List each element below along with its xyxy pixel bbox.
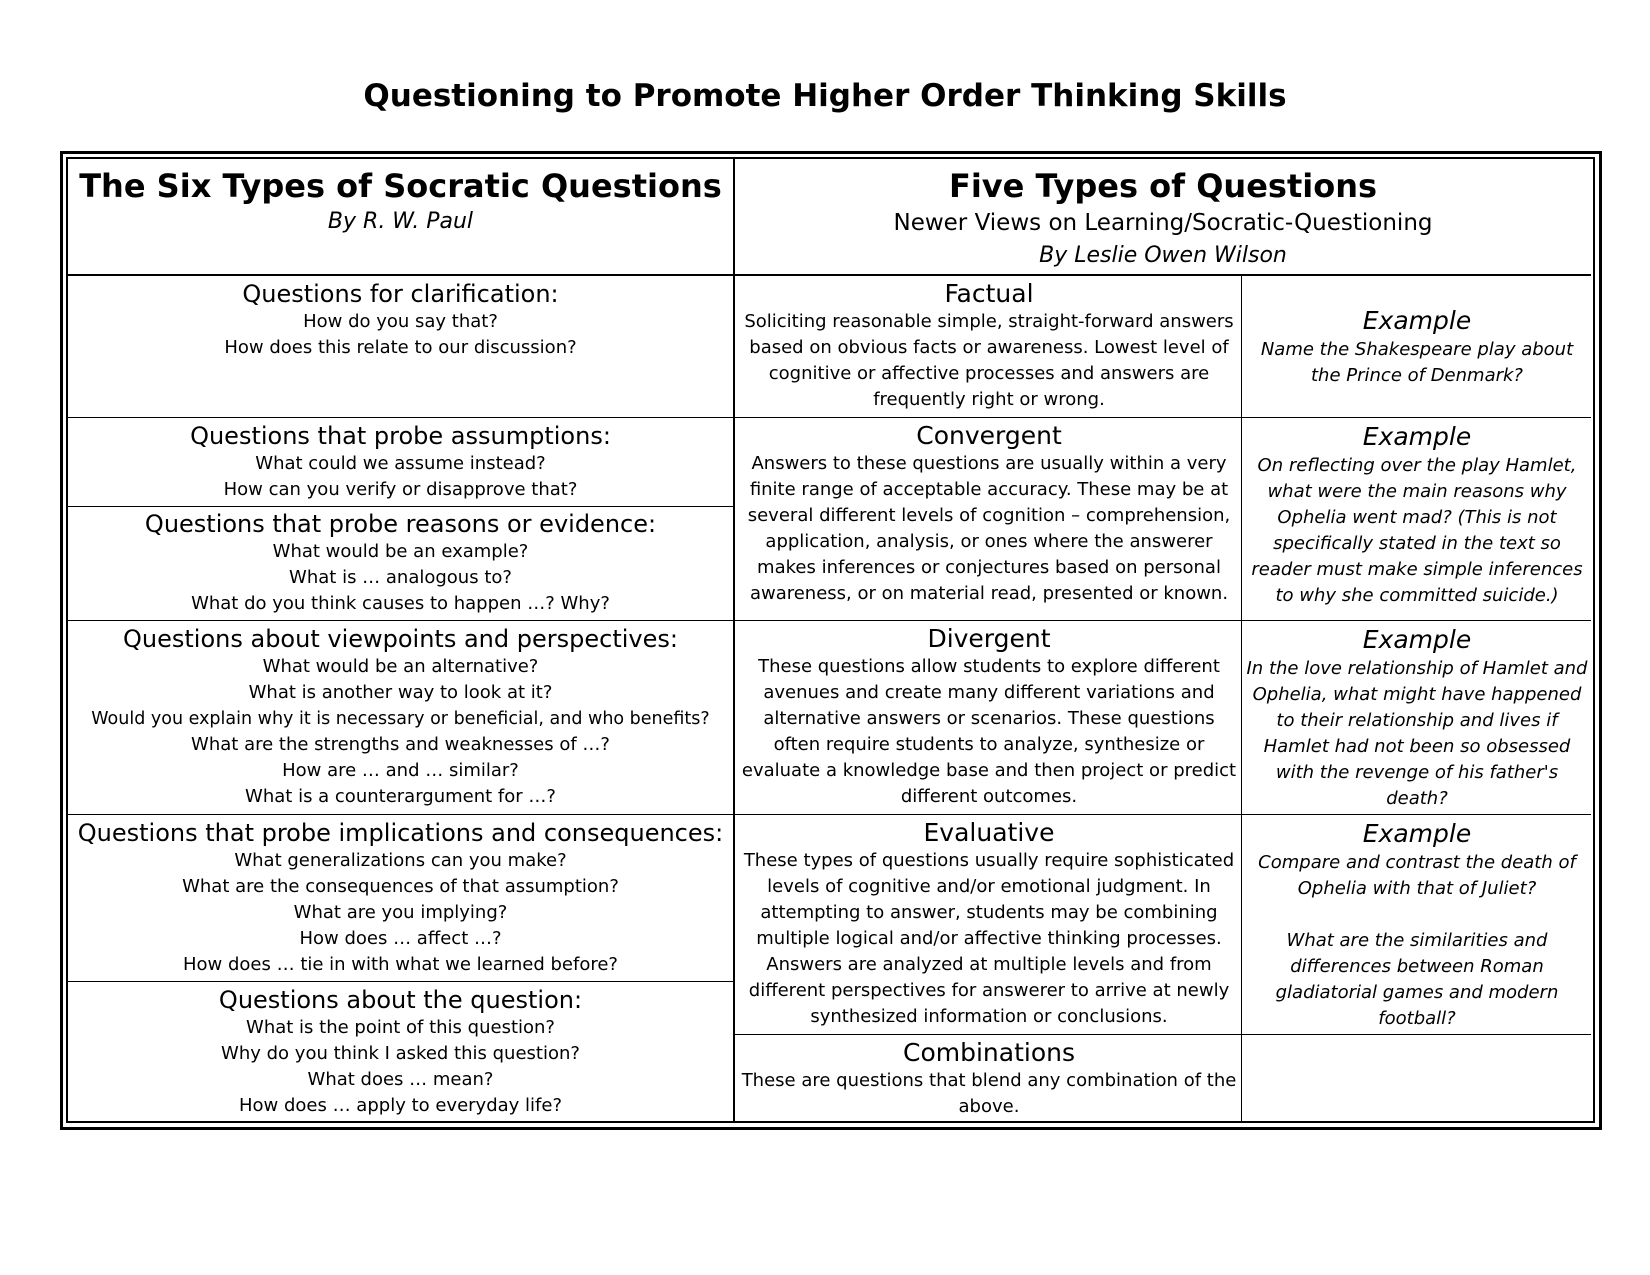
section-heading: Questions that probe assumptions: (190, 422, 611, 450)
example-text: In the love relationship of Hamlet and Ophelia, what might have happened to their relationship and lives if Hamlet had not been so obsessed with the revenge of his father's death? (1246, 658, 1588, 809)
right-author: By Leslie Owen Wilson (1039, 243, 1287, 268)
question: How does … tie in with what we learned before? (183, 954, 618, 975)
question: What would be an alternative? (262, 656, 539, 677)
type-description: Answers to these questions are usually within a very finite range of acceptable accuracy. These may be at several different levels of cognition – comprehension, application, analysis, or ones where the answerer makes inferences or conjectures based on personal awareness, or on material read, presented or known. (747, 453, 1231, 604)
example-text: On reflecting over the play Hamlet, what were the main reasons why Ophelia went mad? (This is not specifically stated in the text so reader must make simple inferences to why she committed suicide.) (1251, 455, 1583, 606)
question: What are you implying? (293, 902, 508, 923)
question: What are the strengths and weaknesses of …? (191, 734, 610, 755)
socratic-section-question (70, 985, 731, 1120)
example-text: Compare and contrast the death of Ophelia with that of Juliet? (1258, 852, 1576, 899)
question: What does … mean? (307, 1069, 494, 1090)
left-header (70, 162, 731, 272)
example-factual (1245, 305, 1589, 415)
type-heading: Convergent (916, 421, 1062, 450)
type-description: These types of questions usually require sophisticated levels of cognitive and/or emotional judgment. In attempting to answer, students may be combining multiple logical and/or affective thinking processes. Answers are analyzed at multiple levels and from different perspectives for answerer to arrive at newly synthesized information or conclusions. (743, 850, 1235, 1027)
socratic-section-evidence (70, 509, 731, 619)
socratic-section-clarification (70, 279, 731, 415)
example-column-divider (1241, 275, 1242, 1121)
example-heading: Example (1362, 819, 1472, 848)
left-author: By R. W. Paul (327, 209, 474, 234)
example-heading: Example (1362, 306, 1472, 335)
row-divider (68, 620, 1591, 621)
socratic-section-implications (70, 818, 731, 980)
question: What generalizations can you make? (234, 850, 567, 871)
left-row-divider (68, 981, 733, 982)
socratic-section-viewpoints (70, 624, 731, 813)
right-row-divider (735, 1034, 1591, 1035)
example-heading: Example (1362, 625, 1472, 654)
example-convergent (1245, 421, 1589, 619)
section-heading: Questions that probe reasons or evidence: (144, 510, 657, 538)
question: What would be an example? (272, 541, 529, 562)
type-heading: Factual (944, 279, 1034, 308)
question: How do you say that? (303, 311, 498, 332)
type-heading: Evaluative (923, 818, 1055, 847)
section-heading: Questions for clarification: (242, 280, 559, 308)
question: How are … and … similar? (282, 760, 519, 781)
type-convergent (741, 421, 1237, 619)
type-factual (741, 279, 1237, 416)
example-combinations-empty (1245, 1038, 1589, 1120)
right-header (737, 162, 1589, 272)
question: What are the consequences of that assumption? (182, 876, 619, 897)
socratic-section-assumptions (70, 421, 731, 505)
type-description: These questions allow students to explore different avenues and create many different variations and alternative answers or scenarios. These questions often require students to analyze, synthesize or evaluate a knowledge base and then project or predict different outcomes. (741, 656, 1237, 807)
question: What could we assume instead? (255, 453, 546, 474)
question: What do you think causes to happen …? Why? (191, 593, 610, 614)
question: How does … apply to everyday life? (238, 1095, 563, 1116)
question: Would you explain why it is necessary or beneficial, and who benefits? (91, 709, 710, 729)
section-heading: Questions about viewpoints and perspectives: (123, 625, 678, 653)
example-evaluative (1245, 818, 1589, 1033)
question: What is … analogous to? (289, 567, 512, 588)
type-heading: Combinations (903, 1038, 1075, 1067)
row-divider (68, 814, 1591, 815)
example-divergent (1245, 624, 1589, 813)
type-description: These are questions that blend any combination of the above. (741, 1070, 1237, 1117)
type-heading: Divergent (927, 624, 1051, 653)
header-divider (68, 274, 1591, 276)
section-heading: Questions about the question: (218, 986, 583, 1014)
question: What is a counterargument for …? (245, 786, 556, 807)
question: How can you verify or disapprove that? (223, 479, 578, 500)
example-text-2: What are the similarities and differences between Roman gladiatorial games and modern football? (1275, 930, 1559, 1029)
column-divider (733, 159, 735, 1121)
type-combinations (741, 1038, 1237, 1120)
section-heading: Questions that probe implications and consequences: (77, 819, 724, 847)
example-text: Name the Shakespeare play about the Prince of Denmark? (1260, 339, 1574, 386)
right-subtitle: Newer Views on Learning/Socratic-Questioning (893, 210, 1433, 236)
question: What is another way to look at it? (248, 682, 553, 703)
row-divider (68, 417, 1591, 418)
type-description: Soliciting reasonable simple, straight-forward answers based on obvious facts or awareness. Lowest level of cognitive or affective processes and answers are frequently right or wrong. (744, 311, 1234, 410)
question: How does … affect …? (299, 928, 502, 949)
left-row-divider (68, 506, 733, 507)
page-title: Questioning to Promote Higher Order Thinking Skills (363, 78, 1287, 114)
question: What is the point of this question? (246, 1017, 555, 1038)
question: Why do you think I asked this question? (221, 1043, 580, 1064)
question: How does this relate to our discussion? (224, 337, 577, 358)
example-heading: Example (1362, 422, 1472, 451)
type-divergent (741, 624, 1237, 813)
right-heading: Five Types of Questions (948, 167, 1378, 205)
left-heading: The Six Types of Socratic Questions (79, 167, 722, 205)
type-evaluative (741, 818, 1237, 1033)
